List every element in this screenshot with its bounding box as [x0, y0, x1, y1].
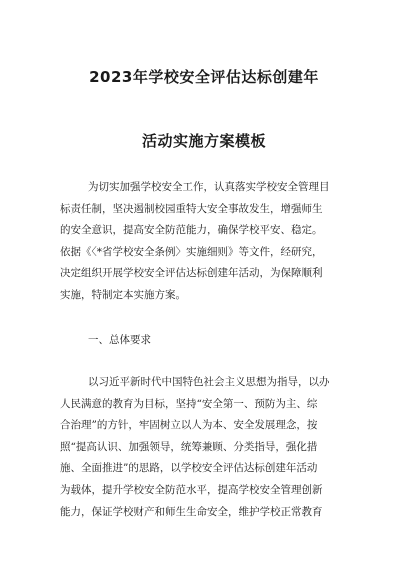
paragraph-line: 为切实加强学校安全工作，认真落实学校安全管理目: [88, 181, 330, 193]
section-heading-text: 一、总体要求: [88, 334, 151, 346]
paragraph-line: 人民满意的教育为目标，坚持“安全第一、预防为主、综: [60, 397, 318, 410]
requirements-paragraph: [60, 372, 360, 523]
paragraph-line: 决定组织开展学校安全评估达标创建年活动，为保障顺利: [60, 267, 323, 280]
paragraph-line: 能力，保证学校财产和师生生命安全，维护学校正常教育: [60, 505, 323, 518]
paragraph-line: 以习近平新时代中国特色社会主义思想为指导，以办: [88, 376, 330, 388]
intro-paragraph: [60, 177, 360, 307]
section-heading: [60, 330, 360, 352]
paragraph-line: 依据《〈*省学校安全条例〉实施细则》等文件，经研究，: [60, 245, 323, 258]
document-title-line-2: 活动实施方案模板: [141, 132, 266, 150]
document-title-line-1: 2023年学校安全评估达标创建年: [89, 68, 319, 86]
paragraph-line: 标责任制，坚决遏制校园重特大安全事故发生，增强师生: [60, 202, 323, 215]
paragraph-line: 合治理”的方针，牢固树立以人为本、安全发展理念，按: [60, 419, 318, 432]
paragraph-line: 施、全面推进”的思路，以学校安全评估达标创建年活动: [60, 462, 318, 475]
paragraph-line: 的安全意识，提高安全防范能力，确保学校平安、稳定。: [60, 224, 323, 237]
paragraph-line: 照“提高认识、加强领导，统筹兼顾、分类指导，强化措: [60, 440, 318, 453]
paragraph-line: 为载体，提升学校安全防范水平，提高学校安全管理创新: [60, 483, 323, 496]
paragraph-line: 实施，特制定本实施方案。: [60, 288, 186, 301]
